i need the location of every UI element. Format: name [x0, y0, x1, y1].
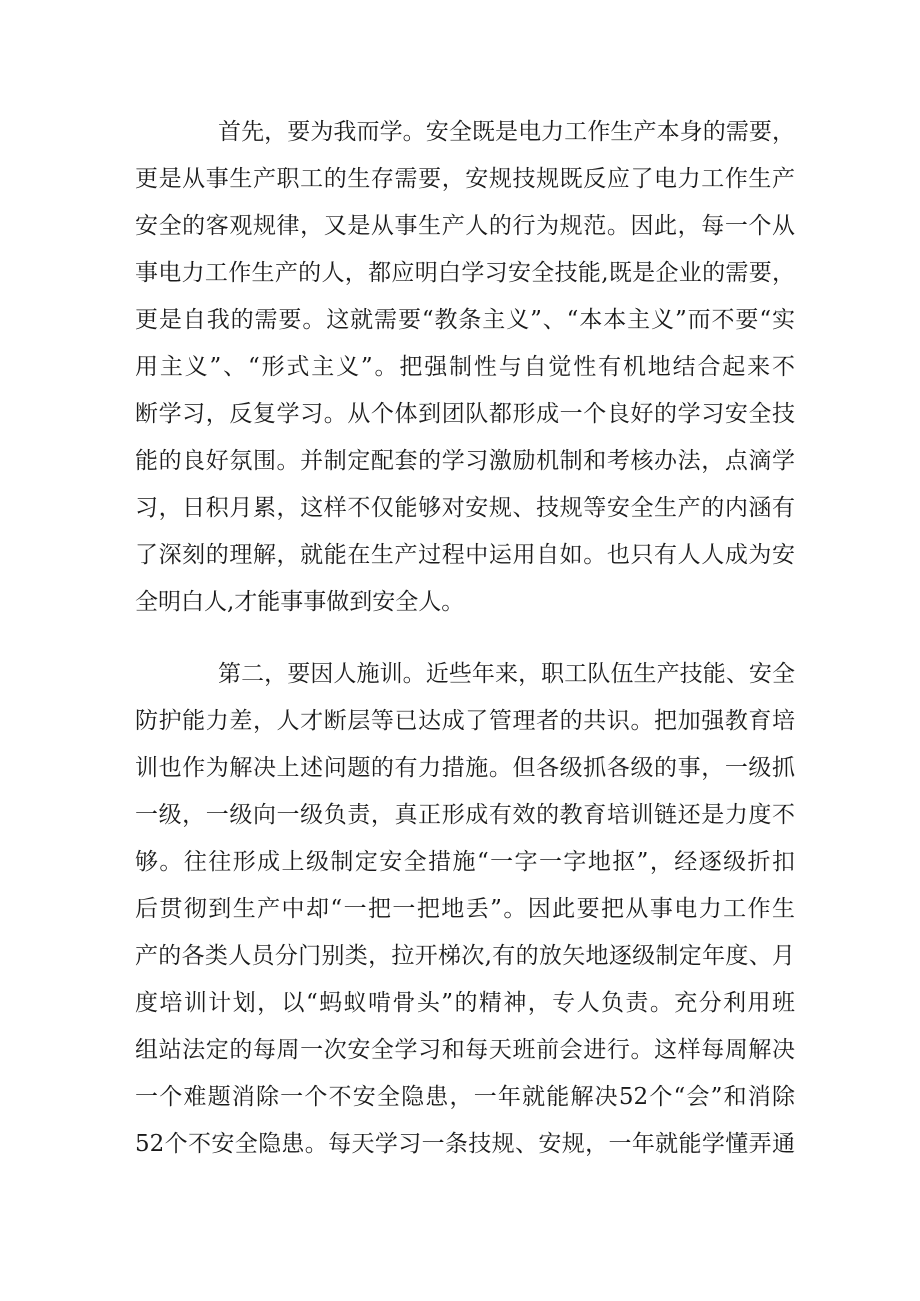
paragraph-2-line-4: 一级，一级向一级负责，真正形成有效的教育培训链还是力度不 [135, 802, 795, 828]
paragraph-1-line-7: 断学习，反复学习。从个体到团队都形成一个良好的学习安全技 [135, 401, 795, 427]
paragraph-1-line-2: 更是从事生产职工的生存需要，安规技规既反应了电力工作生产 [135, 166, 795, 192]
paragraph-2-line-6: 后贯彻到生产中却“一把一把地丢”。因此要把从事电力工作生 [135, 896, 795, 922]
paragraph-1-line-1: 首先，要为我而学。安全既是电力工作生产本身的需要， [218, 119, 795, 145]
paragraph-2-line-1: 第二，要因人施训。近些年来，职工队伍生产技能、安全 [218, 661, 795, 687]
paragraph-2-line-8: 度培训计划，以“蚂蚁啃骨头”的精神，专人负责。充分利用班 [135, 990, 795, 1016]
paragraph-2-line-10: 一个难题消除一个不安全隐患，一年就能解决52个“会”和消除 [135, 1084, 795, 1110]
paragraph-2-line-11: 52个不安全隐患。每天学习一条技规、安规，一年就能学懂弄通 [135, 1131, 795, 1157]
paragraph-1-line-4: 事电力工作生产的人，都应明白学习安全技能,既是企业的需要， [135, 260, 795, 286]
paragraph-1-line-9: 习，日积月累，这样不仅能够对安规、技规等安全生产的内涵有 [135, 495, 795, 521]
paragraph-2-line-2: 防护能力差，人才断层等已达成了管理者的共识。把加强教育培 [135, 708, 795, 734]
paragraph-1-line-3: 安全的客观规律，又是从事生产人的行为规范。因此，每一个从 [135, 213, 795, 239]
paragraph-2-line-7: 产的各类人员分门别类，拉开梯次,有的放矢地逐级制定年度、月 [135, 943, 795, 969]
paragraph-1-line-5: 更是自我的需要。这就需要“教条主义”、“本本主义”而不要“实 [135, 307, 795, 333]
paragraph-2-line-5: 够。往往形成上级制定安全措施“一字一字地抠”，经逐级折扣 [135, 849, 795, 875]
paragraph-1-line-6: 用主义”、“形式主义”。把强制性与自觉性有机地结合起来不 [135, 354, 795, 380]
paragraph-2-line-9: 组站法定的每周一次安全学习和每天班前会进行。这样每周解决 [135, 1037, 795, 1063]
paragraph-1-line-11: 全明白人,才能事事做到安全人。 [135, 589, 465, 615]
paragraph-1-line-8: 能的良好氛围。并制定配套的学习激励机制和考核办法，点滴学 [135, 448, 795, 474]
paragraph-1-line-10: 了深刻的理解，就能在生产过程中运用自如。也只有人人成为安 [135, 542, 795, 568]
paragraph-2-line-3: 训也作为解决上述问题的有力措施。但各级抓各级的事，一级抓 [135, 755, 795, 781]
